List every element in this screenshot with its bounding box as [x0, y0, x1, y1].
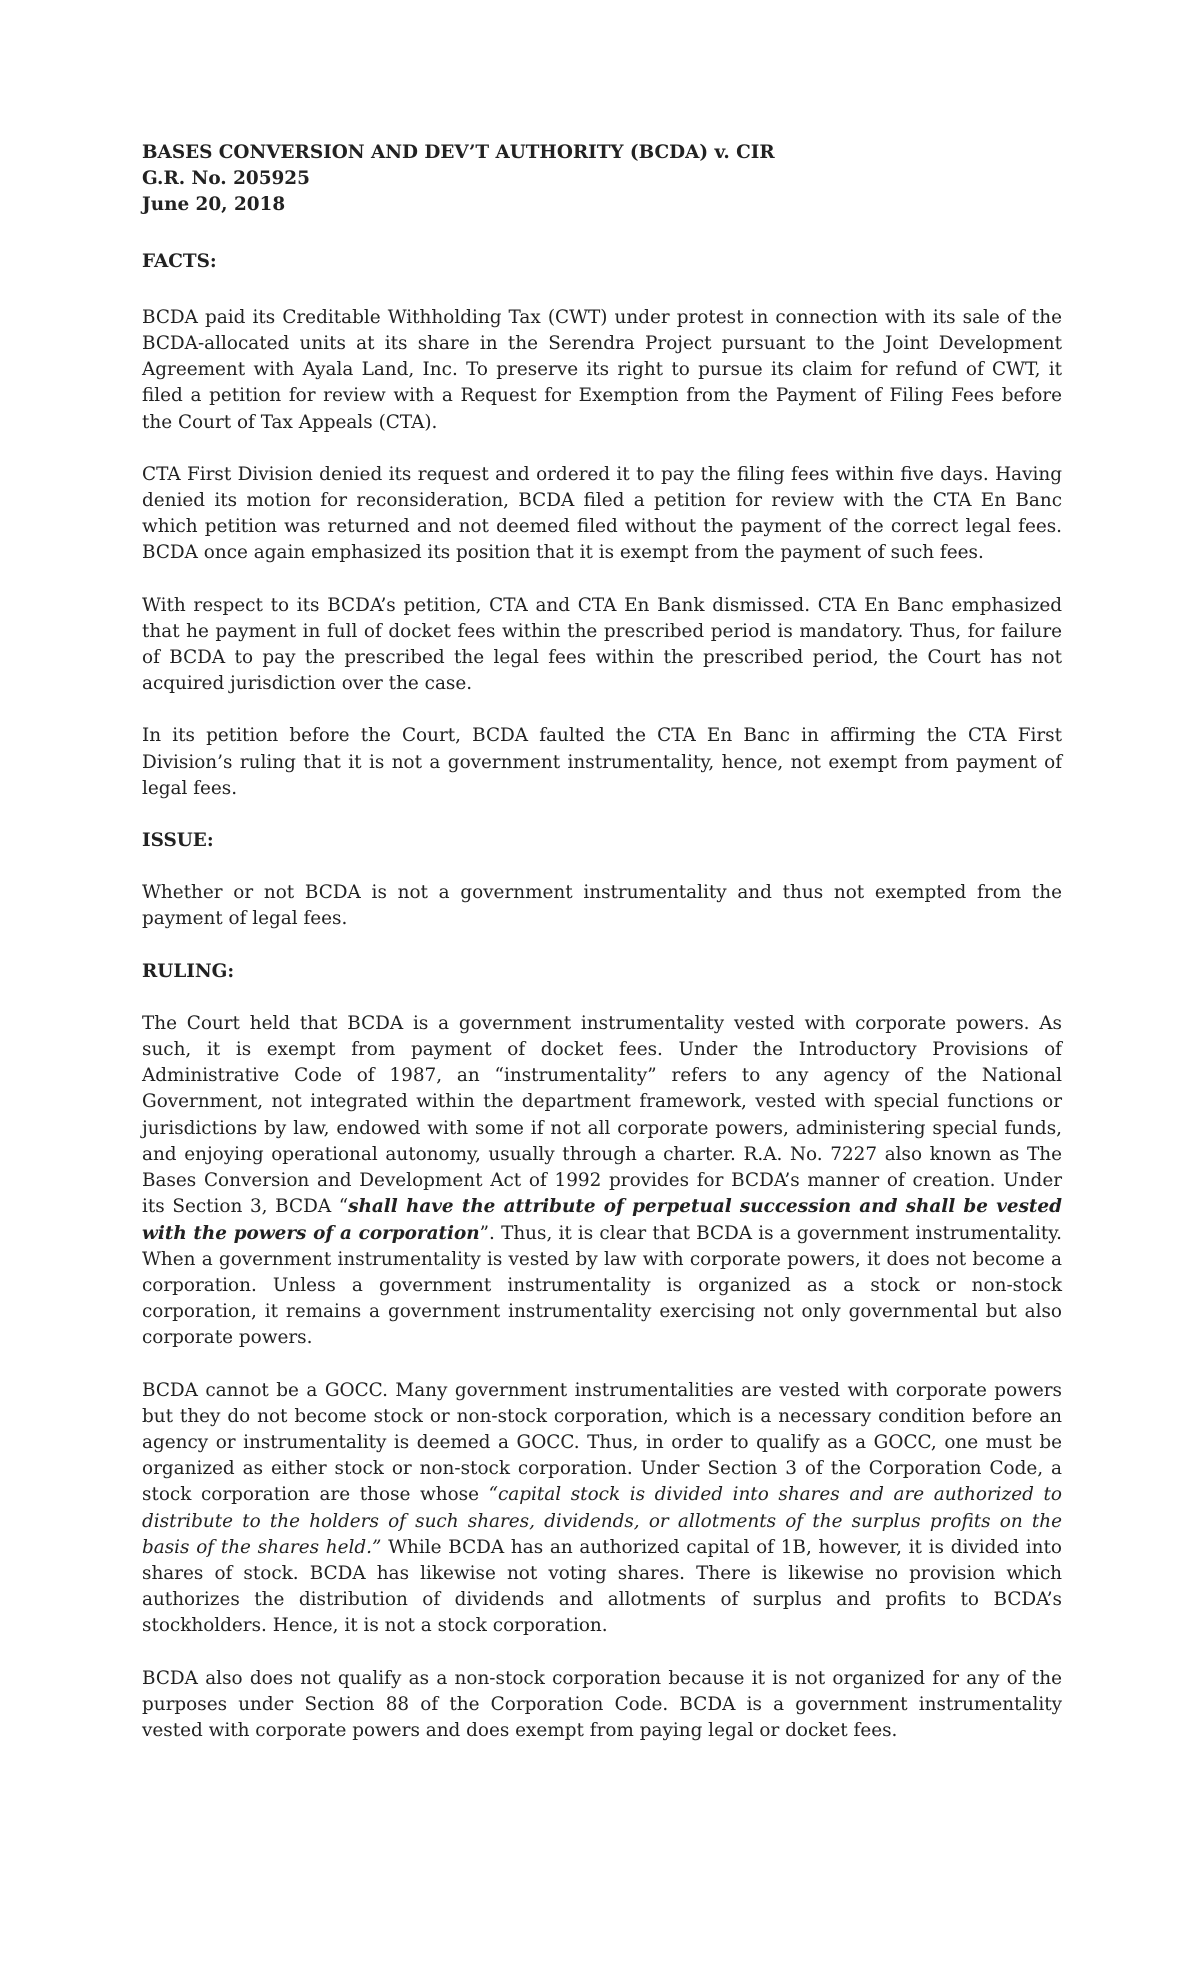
ruling-p1-text-end: ”. Thus, it is clear that BCDA is a government instrumentality. When a government instrumentality is vested by law with corporate powers, it does not become a corporation. Unless a government instrumentality is organized as a stock or non-stock corporation, it remains a government instrumentality exercising not only governmental but also corporate powers.: [142, 1222, 1062, 1349]
issue-paragraph: Whether or not BCDA is not a government instrumentality and thus not exempted from the payment of legal fees.: [142, 882, 1062, 930]
document-page: [142, 140, 1062, 1744]
facts-heading: FACTS:: [142, 250, 217, 272]
ruling-paragraph-2: [142, 1378, 1062, 1640]
issue-heading: ISSUE:: [142, 830, 214, 852]
ruling-p1-emphasis: shall have the attribute of perpetual succession and shall be vested with the powers of a corporation: [142, 1196, 1062, 1244]
ruling-p2-text-end: While BCDA has an authorized capital of 1B, however, it is divided into shares of stock. BCDA has likewise not voting shares. There is likewise no provision which authorizes the distribution of dividends and allotments of surplus and profits to BCDA’s stockholders. Hence, it is not a stock corporation.: [142, 1536, 1062, 1637]
facts-paragraph: CTA First Division denied its request and ordered it to pay the filing fees within five days. Having denied its motion for reconsideration, BCDA filed a petition for review with the CTA En Banc which petition was returned and not deemed filed without the payment of the correct legal fees. BCDA once again emphasized its position that it is exempt from the payment of such fees.: [142, 463, 1062, 564]
ruling-p2-quote: “capital stock is divided into shares and are authorized to distribute to the holders of such shares, dividends, or allotments of the surplus profits on the basis of the shares held.”: [142, 1484, 1062, 1558]
case-gr-number: G.R. No. 205925: [142, 168, 310, 190]
facts-paragraph: In its petition before the Court, BCDA faulted the CTA En Banc in affirming the CTA First Division’s ruling that it is not a government instrumentality, hence, not exempt from payment of legal fees.: [142, 725, 1062, 799]
facts-paragraph: BCDA paid its Creditable Withholding Tax (CWT) under protest in connection with its sale of the BCDA-allocated units at its share in the Serendra Project pursuant to the Joint Development Agreement with Ayala Land, Inc. To preserve its right to pursue its claim for refund of CWT, it filed a petition for review with a Request for Exemption from the Payment of Filing Fees before the Court of Tax Appeals (CTA).: [142, 306, 1062, 433]
ruling-heading: RULING:: [142, 960, 235, 982]
ruling-paragraph-1: [142, 1011, 1062, 1352]
case-title: BASES CONVERSION AND DEV’T AUTHORITY (BCDA) v. CIR: [142, 142, 775, 163]
facts-paragraph: With respect to its BCDA’s petition, CTA and CTA En Bank dismissed. CTA En Banc emphasized that he payment in full of docket fees within the prescribed period is mandatory. Thus, for failure of BCDA to pay the prescribed the legal fees within the prescribed period, the Court has not acquired jurisdiction over the case.: [142, 594, 1062, 695]
ruling-paragraph-3: BCDA also does not qualify as a non-stock corporation because it is not organized for any of the purposes under Section 88 of the Corporation Code. BCDA is a government instrumentality vested with corporate powers and does exempt from paying legal or docket fees.: [142, 1667, 1062, 1741]
ruling-p2-text: BCDA cannot be a GOCC. Many government instrumentalities are vested with corporate powers but they do not become stock or non-stock corporation, which is a necessary condition before an agency or instrumentality is deemed a GOCC. Thus, in order to qualify as a GOCC, one must be organized as either stock or non-stock corporation. Under Section 3 of the Corporation Code, a stock corporation are those whose: [142, 1379, 1062, 1506]
ruling-p1-text: The Court held that BCDA is a government instrumentality vested with corporate powers. As such, it is exempt from payment of docket fees. Under the Introductory Provisions of Administrative Code of 1987, an “instrumentality” refers to any agency of the National Government, not integrated within the department framework, vested with special functions or jurisdictions by law, endowed with some if not all corporate powers, administering special funds, and enjoying operational autonomy, usually through a charter. R.A. No. 7227 also known as The Bases Conversion and Development Act of 1992 provides for BCDA’s manner of creation. Under its Section 3, BCDA “: [142, 1012, 1062, 1218]
case-date: June 20, 2018: [142, 194, 286, 216]
